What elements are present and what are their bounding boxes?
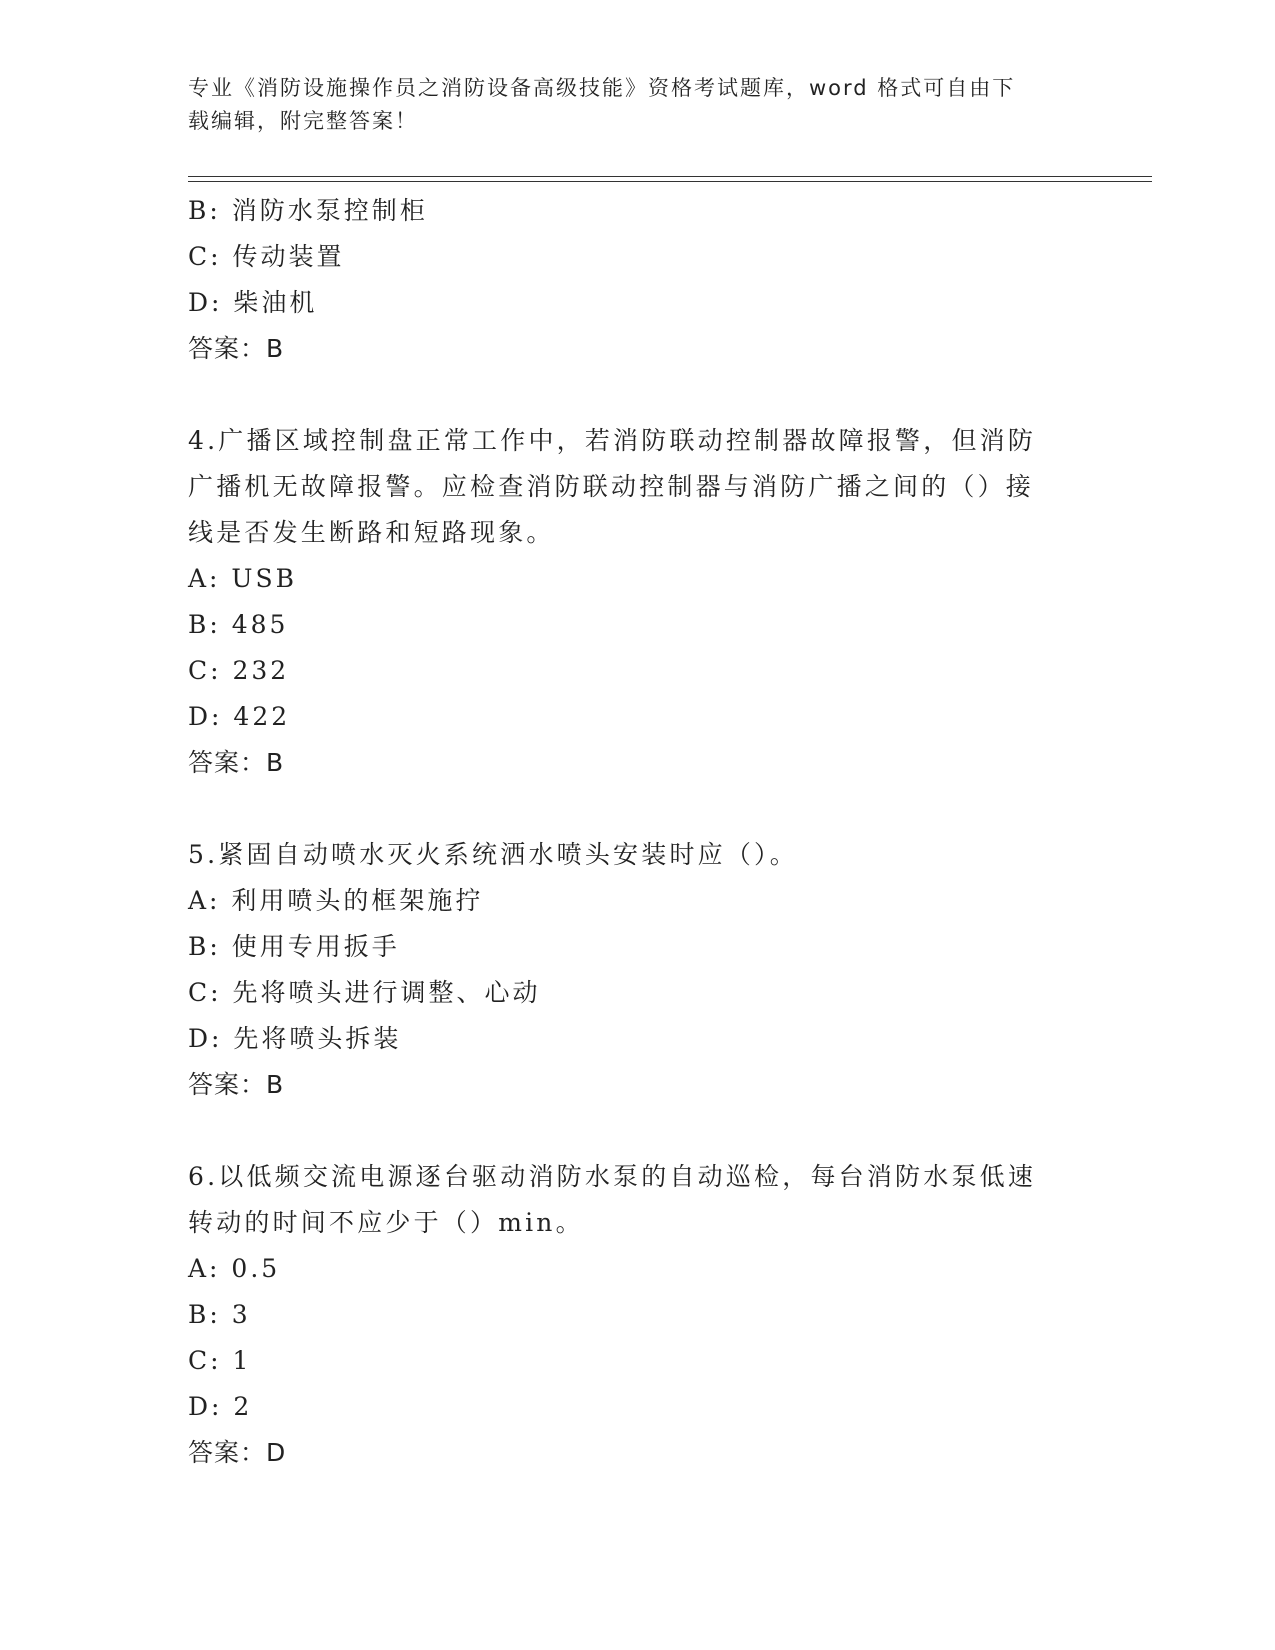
option-b: B: 消防水泵控制柜 (188, 196, 428, 225)
stem-line: 4.广播区域控制盘正常工作中，若消防联动控制器故障报警，但消防 (188, 426, 1037, 455)
option-b: B: 485 (188, 610, 289, 639)
option-d: D: 先将喷头拆装 (188, 1024, 402, 1053)
header-line-2: 载编辑，附完整答案！ (188, 109, 418, 133)
header-line-1: 专业《消防设施操作员之消防设备高级技能》资格考试题库，word 格式可自由下 (188, 76, 1016, 100)
stem-line: 广播机无故障报警。应检查消防联动控制器与消防广播之间的（）接 (188, 472, 1035, 501)
answer-label: 答案：D (188, 1438, 287, 1467)
option-a: A: 利用喷头的框架施拧 (188, 886, 484, 915)
option-c: C: 232 (188, 656, 290, 685)
stem-line: 转动的时间不应少于（）min。 (188, 1208, 584, 1237)
option-c: C: 传动装置 (188, 242, 345, 271)
answer-label: 答案：B (188, 1070, 285, 1099)
option-d: D: 柴油机 (188, 288, 318, 317)
question-stem (188, 1154, 1088, 1246)
question-stem (188, 418, 1088, 556)
option-d: D: 2 (188, 1392, 253, 1421)
option-c: C: 1 (188, 1346, 252, 1375)
stem-line: 线是否发生断路和短路现象。 (188, 518, 555, 547)
question-3-tail (188, 188, 1088, 372)
answer-label: 答案：B (188, 334, 285, 363)
question-6 (188, 1154, 1088, 1476)
option-b: B: 3 (188, 1300, 251, 1329)
question-stem (188, 832, 1088, 878)
question-4 (188, 418, 1088, 786)
question-spacer (188, 1108, 1088, 1154)
header-divider-bottom (188, 181, 1152, 182)
option-b: B: 使用专用扳手 (188, 932, 400, 961)
document-header (188, 72, 1068, 138)
option-d: D: 422 (188, 702, 291, 731)
question-list (188, 188, 1088, 1476)
option-a: A: USB (188, 564, 297, 593)
option-a: A: 0.5 (188, 1254, 281, 1283)
question-spacer (188, 372, 1088, 418)
option-c: C: 先将喷头进行调整、心动 (188, 978, 541, 1007)
answer-label: 答案：B (188, 748, 285, 777)
header-divider-top (188, 176, 1152, 177)
question-5 (188, 832, 1088, 1108)
question-spacer (188, 786, 1088, 832)
stem-line: 5.紧固自动喷水灭火系统洒水喷头安装时应（）。 (188, 840, 798, 869)
stem-line: 6.以低频交流电源逐台驱动消防水泵的自动巡检，每台消防水泵低速 (188, 1162, 1037, 1191)
